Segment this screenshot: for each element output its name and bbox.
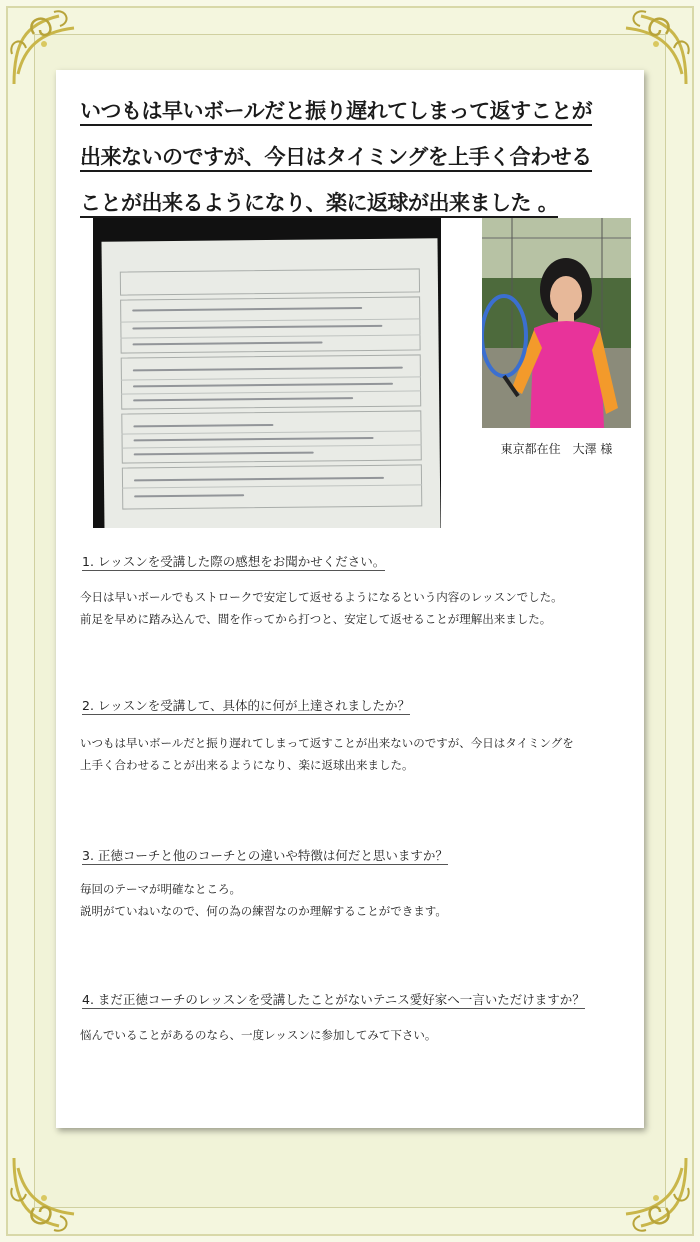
ornament-corner-icon	[606, 1148, 696, 1238]
headline-line-2: 出来ないのですが、今日はタイミングを上手く合わせる	[80, 145, 592, 172]
customer-caption: 東京都在住 大澤 様	[500, 442, 613, 456]
ornament-corner-icon	[4, 1148, 94, 1238]
question-3-answer	[80, 878, 620, 922]
headline	[80, 88, 620, 226]
question-2-answer	[80, 732, 620, 776]
questionnaire-sheet	[101, 238, 440, 528]
question-1-answer	[80, 586, 620, 630]
headline-line-3: ことが出来るようになり、楽に返球が出来ました 。	[80, 191, 558, 218]
answer-line: 毎回のテーマが明確なところ。	[80, 882, 241, 896]
question-2-title: 2. レッスンを受講して、具体的に何が上達されましたか？	[82, 698, 411, 713]
customer-photo-image	[482, 218, 631, 428]
question-4-title: 4. まだ正徳コーチのレッスンを受講したことがないテニス愛好家へ一言いただけますか？	[82, 992, 585, 1007]
answer-line: 悩んでいることがあるのなら、一度レッスンに参加してみて下さい。	[80, 1028, 437, 1042]
question-4-answer	[80, 1024, 620, 1046]
answer-line: 説明がていねいなので、何の為の練習なのか理解することができます。	[80, 904, 447, 918]
question-1-title: 1. レッスンを受講した際の感想をお聞かせください。	[82, 554, 386, 569]
questionnaire-photo	[93, 218, 441, 528]
answer-line: 上手く合わせることが出来るようになり、楽に返球出来ました。	[80, 758, 414, 772]
answer-line: いつもは早いボールだと振り遅れてしまって返すことが出来ないのですが、今日はタイミングを	[80, 736, 574, 750]
content-panel	[56, 70, 644, 1128]
headline-line-1: いつもは早いボールだと振り遅れてしまって返すことが	[80, 99, 592, 126]
customer-photo	[482, 218, 631, 428]
answer-line: 今日は早いボールでもストロークで安定して返せるようになるという内容のレッスンでした。	[80, 590, 563, 604]
answer-line: 前足を早めに踏み込んで、間を作ってから打つと、安定して返せることが理解出来ました。	[80, 612, 552, 626]
question-3-title: 3. 正徳コーチと他のコーチとの違いや特徴は何だと思いますか？	[82, 848, 448, 863]
